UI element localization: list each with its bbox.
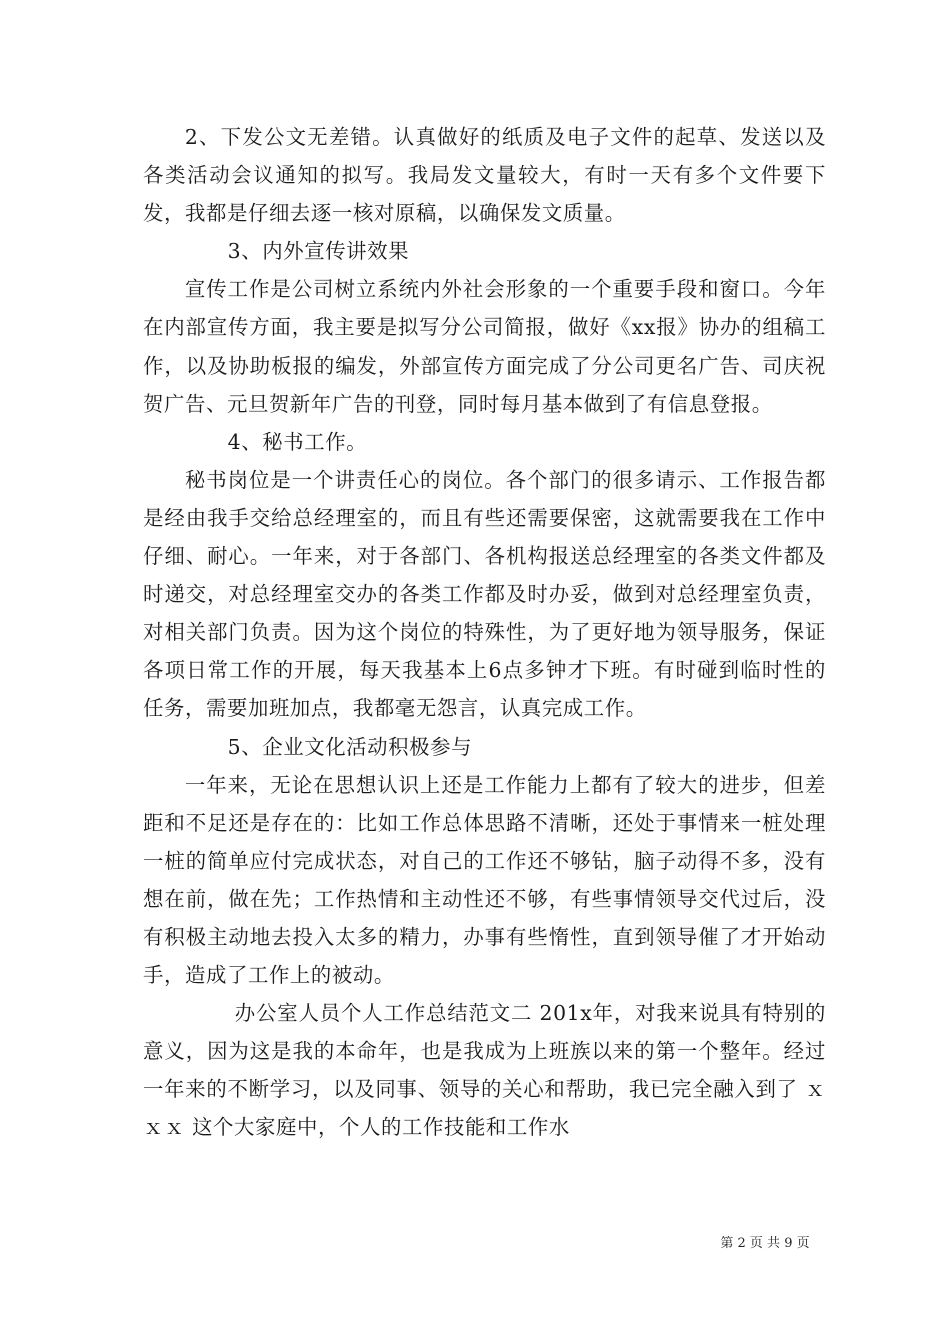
page-number-footer: 第 2 页 共 9 页: [720, 1236, 810, 1251]
paragraph-official-documents: 2、下发公文无差错。认真做好的纸质及电子文件的起草、发送以及各类活动会议通知的拟写。我局发文量较大，有时一天有多个文件要下发，我都是仔细去逐一核对原稿，以确保发文质量。: [143, 125, 826, 226]
heading-corporate-culture: 5、企业文化活动积极参与: [227, 734, 473, 759]
paragraph-summary-two: 办公室人员个人工作总结范文二 201x年，对我来说具有特别的意义，因为这是我的本命年，也是我成为上班族以来的第一个整年。经过一年来的不断学习，以及同事、领导的关心和帮助，我已完全融入到了 ｘｘｘ 这个大家庭中，个人的工作技能和工作水: [143, 1001, 826, 1140]
document-body: [143, 118, 826, 1147]
paragraph-secretary-work: 秘书岗位是一个讲责任心的岗位。各个部门的很多请示、工作报告都是经由我手交给总经理室的，而且有些还需要保密，这就需要我在工作中仔细、耐心。一年来，对于各部门、各机构报送总经理室的各类文件都及时递交，对总经理室交办的各类工作都及时办妥，做到对总经理室负责，对相关部门负责。因为这个岗位的特殊性，为了更好地为领导服务，保证各项日常工作的开展，每天我基本上6点多钟才下班。有时碰到临时性的任务，需要加班加点，我都毫无怨言，认真完成工作。: [143, 467, 826, 721]
heading-secretary-work: 4、秘书工作。: [227, 429, 368, 454]
heading-publicity: 3、内外宣传讲效果: [227, 239, 410, 264]
paragraph-publicity: 宣传工作是公司树立系统内外社会形象的一个重要手段和窗口。今年在内部宣传方面，我主要是拟写分公司简报，做好《xx报》协办的组稿工作，以及协助板报的编发，外部宣传方面完成了分公司更名广告、司庆祝贺广告、元旦贺新年广告的刊登，同时每月基本做到了有信息登报。: [143, 277, 826, 416]
paragraph-shortcomings: 一年来，无论在思想认识上还是工作能力上都有了较大的进步，但差距和不足还是存在的：比如工作总体思路不清晰，还处于事情来一桩处理一桩的简单应付完成状态，对自己的工作还不够钻，脑子动得不多，没有想在前，做在先；工作热情和主动性还不够，有些事情领导交代过后，没有积极主动地去投入太多的精力，办事有些惰性，直到领导催了才开始动手，造成了工作上的被动。: [143, 772, 826, 988]
